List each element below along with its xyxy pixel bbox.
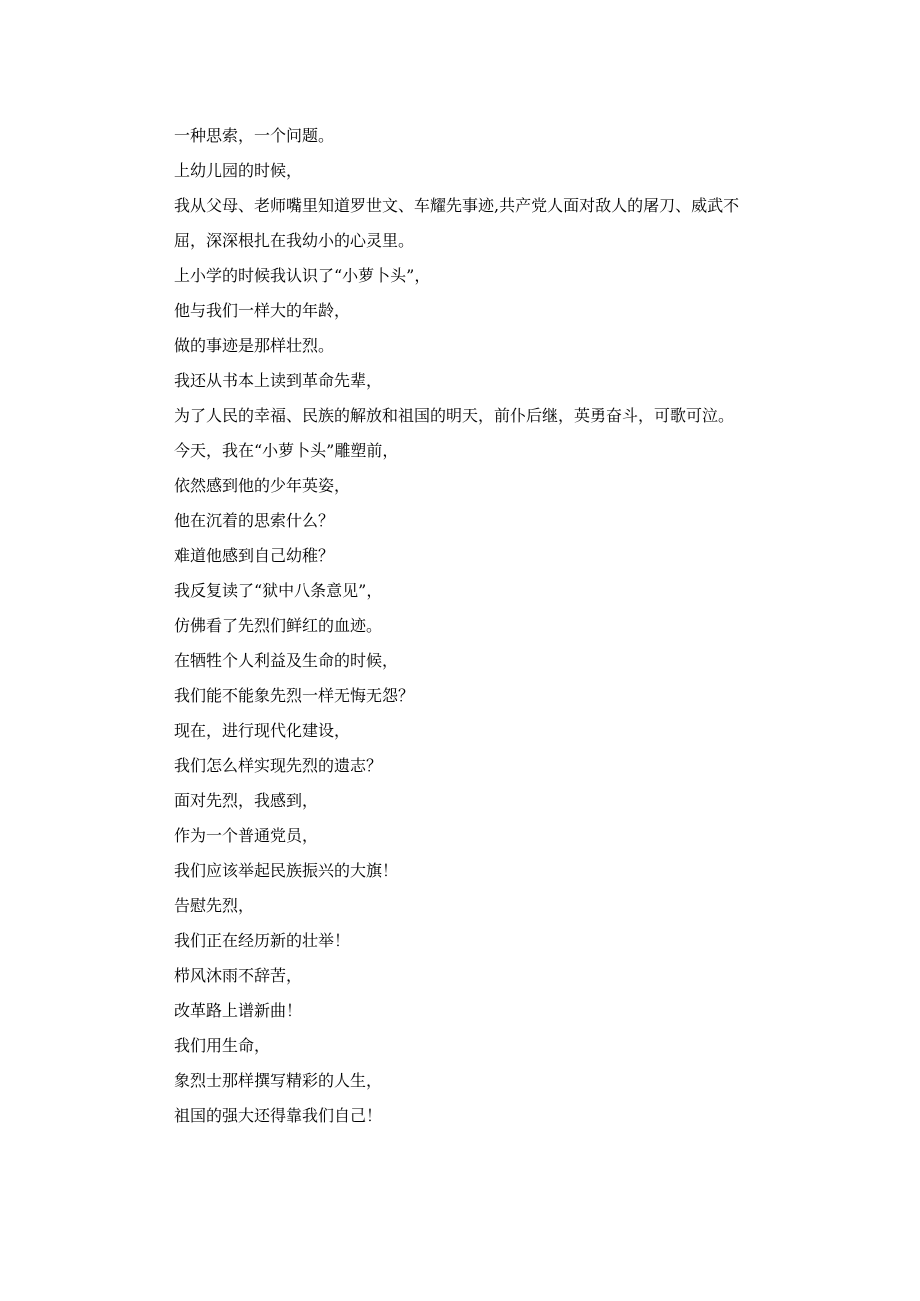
text-line: 我从父母、老师嘴里知道罗世文、车耀先事迹,共产党人面对敌人的屠刀、威武不 xyxy=(174,196,740,215)
text-line: 面对先烈，我感到， xyxy=(174,791,319,810)
text-line: 栉风沐雨不辞苦， xyxy=(174,966,303,985)
text-line: 他在沉着的思索什么？ xyxy=(174,511,335,530)
text-line: 上小学的时候我认识了“小萝卜头”， xyxy=(174,266,431,285)
text-line: 今天，我在“小萝卜头”雕塑前， xyxy=(174,441,399,460)
text-line: 上幼儿园的时候， xyxy=(174,161,303,180)
text-line: 他与我们一样大的年龄， xyxy=(174,301,351,320)
text-line: 难道他感到自己幼稚？ xyxy=(174,546,335,565)
text-line: 现在，进行现代化建设， xyxy=(174,721,351,740)
text-line: 我们能不能象先烈一样无悔无怨？ xyxy=(174,686,415,705)
text-line: 祖国的强大还得靠我们自己！ xyxy=(174,1106,383,1125)
text-line: 在牺牲个人利益及生命的时候， xyxy=(174,651,399,670)
text-line: 我反复读了“狱中八条意见”， xyxy=(174,581,383,600)
text-line: 我们正在经历新的壮举！ xyxy=(174,931,351,950)
text-line: 我们用生命， xyxy=(174,1036,271,1055)
text-line: 告慰先烈， xyxy=(174,896,255,915)
text-line: 改革路上谱新曲！ xyxy=(174,1001,303,1020)
text-line: 作为一个普通党员， xyxy=(174,826,319,845)
text-line: 屈，深深根扎在我幼小的心灵里。 xyxy=(174,231,415,250)
text-line: 我还从书本上读到革命先辈， xyxy=(174,371,383,390)
text-line: 象烈士那样撰写精彩的人生， xyxy=(174,1071,383,1090)
document-body xyxy=(174,118,814,1133)
text-line: 一种思索，一个问题。 xyxy=(174,126,335,145)
text-line: 做的事迹是那样壮烈。 xyxy=(174,336,335,355)
text-line: 仿佛看了先烈们鲜红的血迹。 xyxy=(174,616,383,635)
text-line: 我们怎么样实现先烈的遗志？ xyxy=(174,756,383,775)
text-line: 为了人民的幸福、民族的解放和祖国的明天，前仆后继，英勇奋斗，可歌可泣。 xyxy=(174,406,735,425)
text-line: 我们应该举起民族振兴的大旗！ xyxy=(174,861,399,880)
text-line: 依然感到他的少年英姿， xyxy=(174,476,351,495)
